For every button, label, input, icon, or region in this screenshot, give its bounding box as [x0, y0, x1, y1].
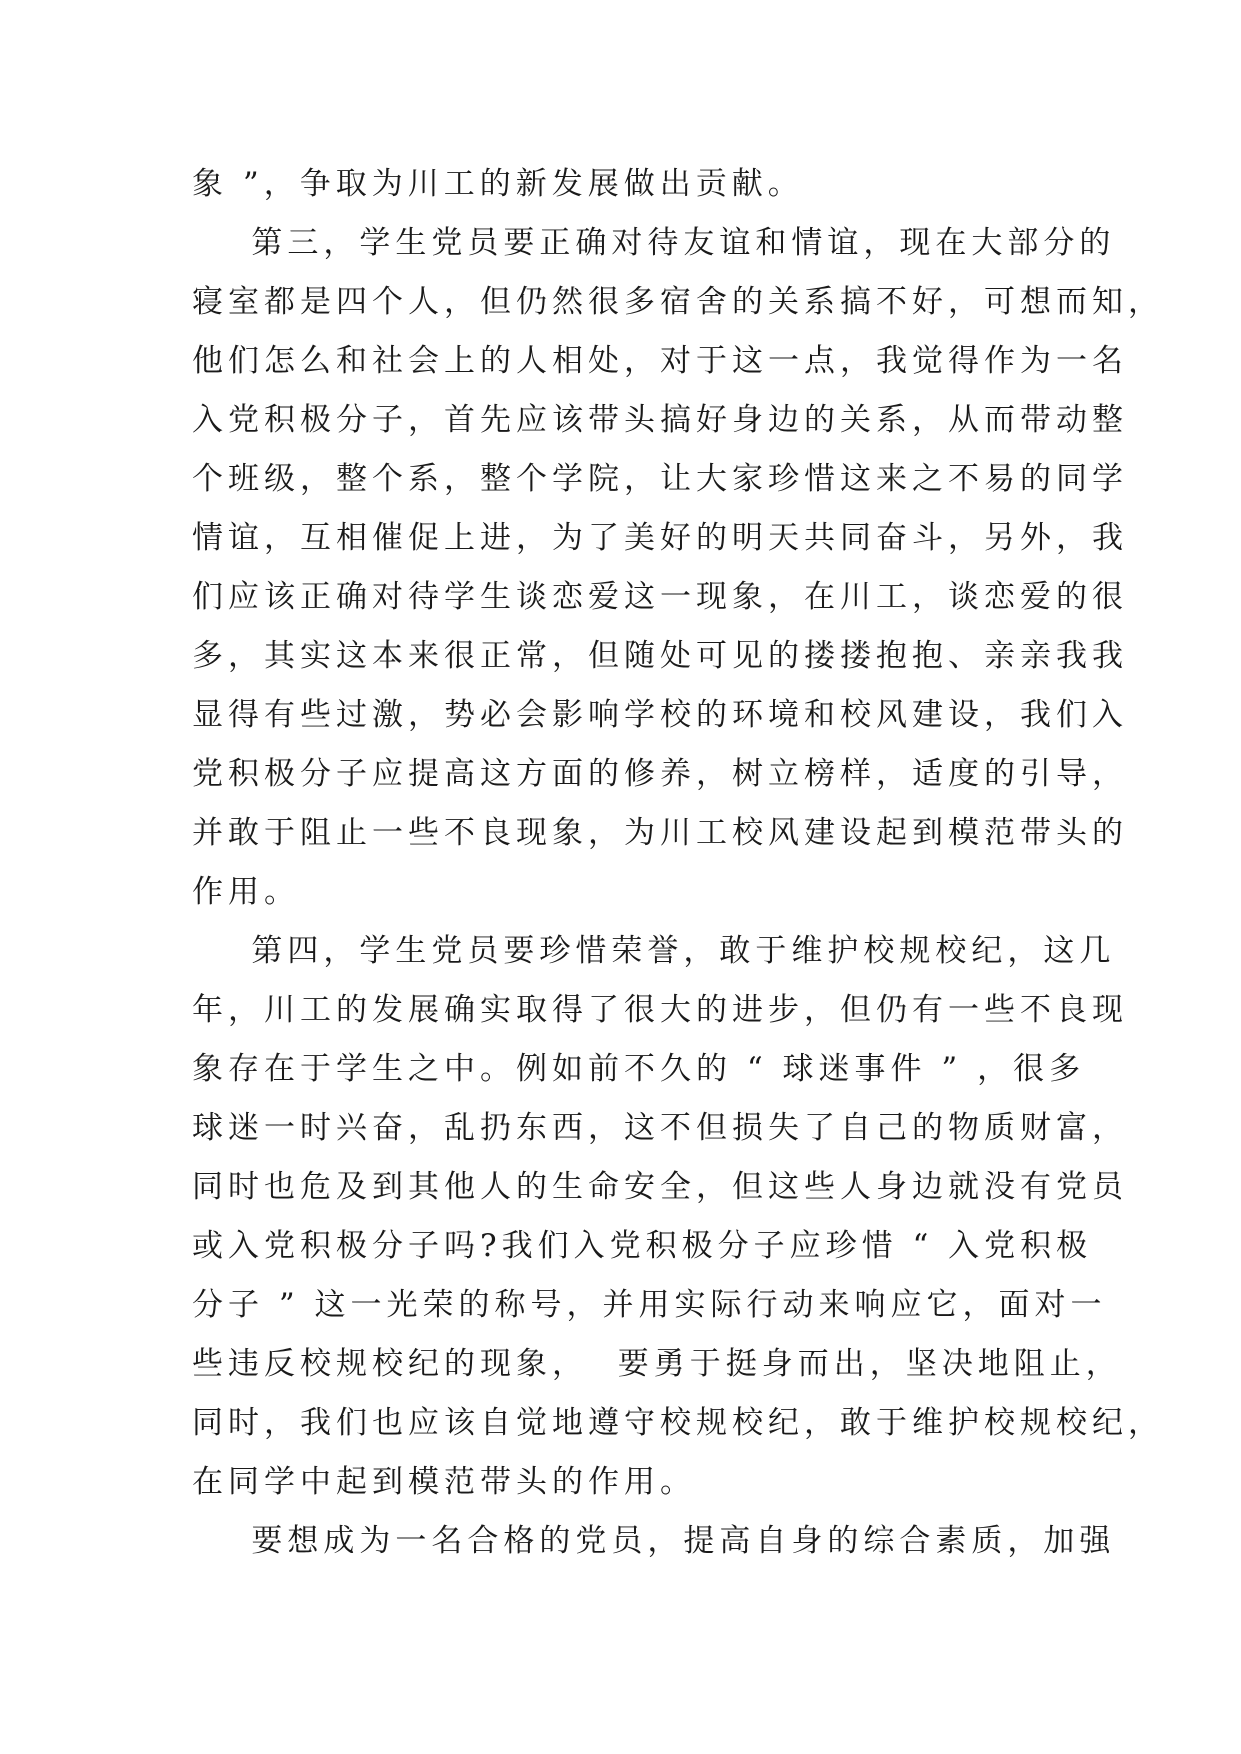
text-line: 并敢于阻止一些不良现象，为川工校风建设起到模范带头的 [192, 815, 1128, 851]
text-line: 多，其实这本来很正常，但随处可见的搂搂抱抱、亲亲我我 [192, 638, 1128, 674]
text-line: 在同学中起到模范带头的作用。 [192, 1464, 696, 1500]
text-line: 寝室都是四个人，但仍然很多宿舍的关系搞不好，可想而知， [192, 284, 1164, 320]
text-line: 情谊，互相催促上进，为了美好的明天共同奋斗，另外，我 [192, 520, 1128, 556]
text-line: 显得有些过激，势必会影响学校的环境和校风建设，我们入 [192, 697, 1128, 733]
text-line: 分子 ” 这一光荣的称号，并用实际行动来响应它，面对一 [192, 1287, 1107, 1323]
text-line: 第四，学生党员要珍惜荣誉，敢于维护校规校纪，这几 [192, 933, 1116, 969]
text-line: 个班级，整个系，整个学院，让大家珍惜这来之不易的同学 [192, 461, 1128, 497]
text-line: 要想成为一名合格的党员，提高自身的综合素质，加强 [192, 1523, 1116, 1559]
text-line: 同时，我们也应该自觉地遵守校规校纪，敢于维护校规校纪， [192, 1405, 1164, 1441]
text-line: 些违反校规校纪的现象， 要勇于挺身而出，坚决地阻止， [192, 1346, 1122, 1382]
text-line: 入党积极分子，首先应该带头搞好身边的关系，从而带动整 [192, 402, 1128, 438]
text-line: 作用。 [192, 874, 300, 910]
text-line: 同时也危及到其他人的生命安全，但这些人身边就没有党员 [192, 1169, 1128, 1205]
text-line: 们应该正确对待学生谈恋爱这一现象，在川工，谈恋爱的很 [192, 579, 1128, 615]
text-line: 党积极分子应提高这方面的修养，树立榜样，适度的引导， [192, 756, 1128, 792]
text-line: 或入党积极分子吗?我们入党积极分子应珍惜 “ 入党积极 [192, 1228, 1093, 1264]
text-line: 第三，学生党员要正确对待友谊和情谊，现在大部分的 [192, 225, 1116, 261]
text-line: 球迷一时兴奋，乱扔东西，这不但损失了自己的物质财富， [192, 1110, 1128, 1146]
body-text [192, 155, 1164, 1571]
text-line: 象存在于学生之中。例如前不久的 “ 球迷事件 ” ，很多 [192, 1051, 1086, 1087]
text-line: 年，川工的发展确实取得了很大的进步，但仍有一些不良现 [192, 992, 1128, 1028]
text-line: 象 ”，争取为川工的新发展做出贡献。 [192, 166, 804, 202]
text-line: 他们怎么和社会上的人相处，对于这一点，我觉得作为一名 [192, 343, 1128, 379]
